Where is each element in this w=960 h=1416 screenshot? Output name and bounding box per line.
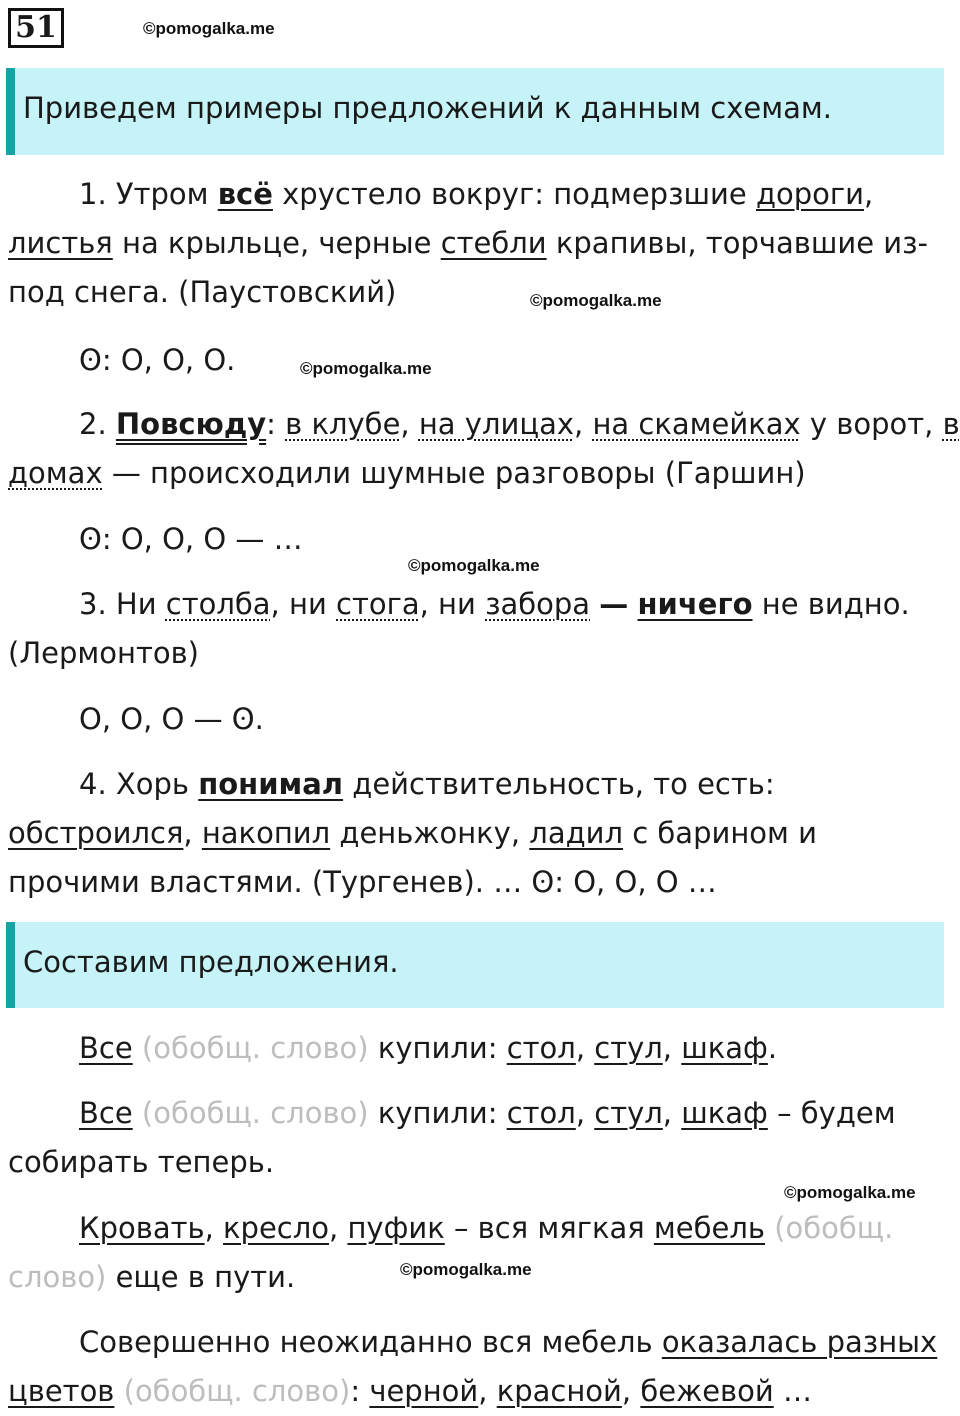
- text-line: прочими властями. (Тургенев). … ʘ: О, О, О …: [8, 865, 717, 899]
- text-line: 1. Утром всё хрустело вокруг: подмерзшие дороги,: [79, 177, 874, 211]
- watermark: ©pomogalka.me: [408, 556, 540, 575]
- homogeneous-member: на скамейках: [592, 407, 801, 441]
- section-banner-examples: [6, 68, 944, 155]
- text-line: домах — происходили шумные разговоры (Гаршин): [8, 456, 806, 490]
- text-line: под снега. (Паустовский): [8, 275, 397, 309]
- homogeneous-member: дороги: [755, 177, 864, 211]
- text-line: 2. Повсюду: в клубе, на улицах, на скамейках у ворот, в: [79, 407, 960, 441]
- item-number: 2.: [79, 407, 107, 441]
- homogeneous-member: столба: [165, 587, 271, 621]
- homogeneous-member: шкаф: [681, 1096, 768, 1130]
- text-line: собирать теперь.: [8, 1145, 275, 1179]
- text-line: Кровать, кресло, пуфик – вся мягкая мебель (обобщ.: [79, 1211, 894, 1245]
- text-line: (Лермонтов): [8, 636, 199, 670]
- text-line: Совершенно неожиданно вся мебель оказалась разных: [79, 1325, 938, 1359]
- generalizing-word: Повсюду: [115, 407, 267, 441]
- homogeneous-member: стул: [594, 1096, 663, 1130]
- generalizing-word: всё: [217, 177, 273, 211]
- text-line: Все (обобщ. слово) купили: стол, стул, шкаф – будем: [79, 1096, 896, 1130]
- example-3: [8, 580, 952, 678]
- scheme-1: ʘ: О, О, О.: [79, 343, 236, 377]
- watermark: ©pomogalka.me: [400, 1260, 532, 1279]
- homogeneous-member: шкаф: [681, 1031, 768, 1065]
- item-number: 3.: [79, 587, 107, 621]
- task-number: 51: [8, 8, 64, 48]
- homogeneous-member: забора: [485, 587, 591, 621]
- homogeneous-member: стол: [506, 1031, 576, 1065]
- homogeneous-member: стебли: [440, 226, 547, 260]
- sentence-4: [8, 1318, 952, 1416]
- homogeneous-member: черной: [369, 1374, 479, 1408]
- homogeneous-member: кресло: [223, 1211, 330, 1245]
- text-line: обстроился, накопил деньжонку, ладил с барином и: [8, 816, 817, 850]
- homogeneous-member: в клубе: [285, 407, 401, 441]
- generalizing-word: мебель: [653, 1211, 765, 1245]
- note: (обобщ.: [774, 1211, 894, 1245]
- example-2: [8, 400, 960, 498]
- generalizing-word: Все: [79, 1031, 133, 1065]
- sentence-3: [8, 1204, 952, 1302]
- watermark: ©pomogalka.me: [530, 291, 662, 310]
- predicate-word: понимал: [198, 767, 344, 801]
- generalizing-word: ничего: [637, 587, 753, 621]
- watermark: ©pomogalka.me: [300, 359, 432, 378]
- scheme-3: О, О, О — ʘ.: [79, 702, 264, 736]
- note: слово): [8, 1260, 107, 1294]
- note: (обобщ. слово): [141, 1096, 369, 1130]
- homogeneous-member: листья: [8, 226, 113, 260]
- homogeneous-member: стога: [336, 587, 420, 621]
- homogeneous-member: стол: [506, 1096, 576, 1130]
- homogeneous-member: ладил: [529, 816, 624, 850]
- homogeneous-member: бежевой: [640, 1374, 774, 1408]
- generalizing-word: Все: [79, 1096, 133, 1130]
- homogeneous-member: накопил: [201, 816, 331, 850]
- homogeneous-member: в: [942, 407, 960, 441]
- watermark: ©pomogalka.me: [784, 1183, 916, 1202]
- example-4: [8, 760, 952, 907]
- homogeneous-member: стул: [594, 1031, 663, 1065]
- predicate-word: цветов: [8, 1374, 115, 1408]
- section-title: Приведем примеры предложений к данным схемам.: [23, 91, 832, 125]
- example-1: [8, 170, 952, 317]
- homogeneous-member: на улицах: [418, 407, 575, 441]
- item-number: 1.: [79, 177, 107, 211]
- note: (обобщ. слово): [141, 1031, 369, 1065]
- text-line: слово) еще в пути.: [8, 1260, 296, 1294]
- sentence-1: Все (обобщ. слово) купили: стол, стул, шкаф.: [79, 1031, 778, 1065]
- watermark: ©pomogalka.me: [143, 19, 275, 38]
- text-line: цветов (обобщ. слово): черной, красной, бежевой …: [8, 1374, 812, 1408]
- scheme-2: ʘ: О, О, О — …: [79, 522, 303, 556]
- homogeneous-member: красной: [496, 1374, 622, 1408]
- homogeneous-member: обстроился: [8, 816, 184, 850]
- text-line: 3. Ни столба, ни стога, ни забора — ничего не видно.: [79, 587, 910, 621]
- homogeneous-member: Кровать: [79, 1211, 205, 1245]
- predicate-word: оказалась разных: [661, 1325, 938, 1359]
- item-number: 4.: [79, 767, 107, 801]
- text-line: 4. Хорь понимал действительность, то есть:: [79, 767, 775, 801]
- section-banner-compose: [6, 922, 944, 1008]
- note: (обобщ. слово): [123, 1374, 351, 1408]
- sentence-2: [8, 1089, 952, 1187]
- homogeneous-member: пуфик: [347, 1211, 445, 1245]
- section-title: Составим предложения.: [23, 945, 399, 979]
- text-line: листья на крыльце, черные стебли крапивы, торчавшие из-: [8, 226, 929, 260]
- homogeneous-member: домах: [8, 456, 103, 490]
